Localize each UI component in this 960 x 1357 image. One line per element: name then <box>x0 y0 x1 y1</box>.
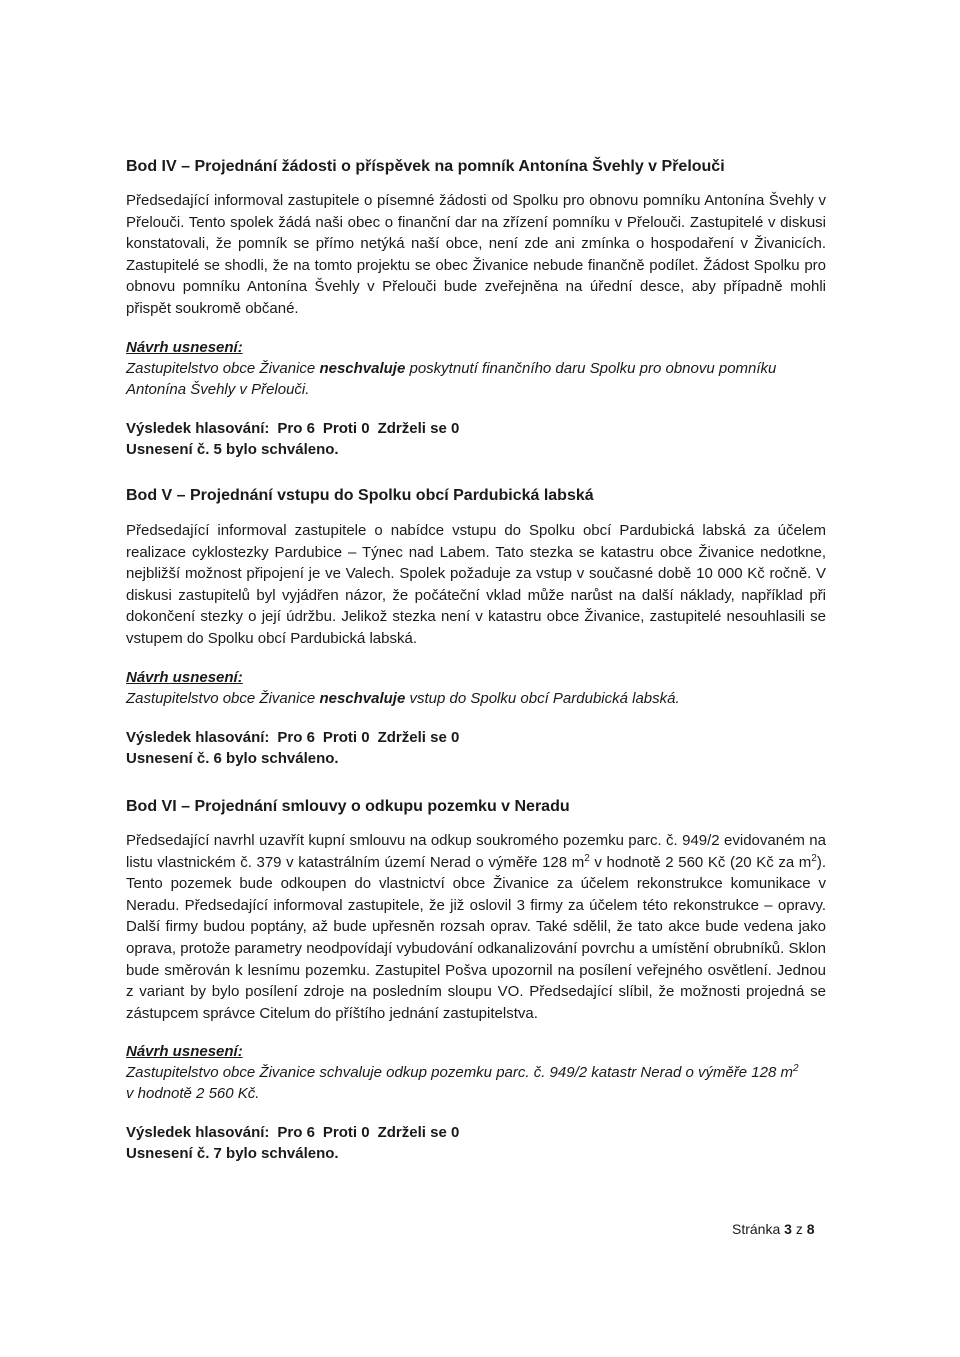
vote-against: Proti 0 <box>322 419 370 437</box>
page-number-separator: z <box>795 1221 803 1237</box>
section-bod-vi <box>126 797 826 1164</box>
vote-for: Pro 6 <box>277 728 315 746</box>
resolution-status: Usnesení č. 6 bylo schváleno. <box>126 749 339 767</box>
section-body: Předsedající informoval zastupitele o nabídce vstupu do Spolku obcí Pardubická labská za účelem realizace cyklostezky Pardubice – Týnec nad Labem. Tato stezka se katastru obce Živanice nedotkne, nejbližší možnost připojení je ve Valech. Spolek požaduje za vstup v současné době 10 000 Kč ročně. V diskusi zastupitelů byl vyjádřen názor, že počáteční vklad může narůst na další náklady, například při dokončení stezky o její údržbu. Jelikož stezka není v katastru obce Živanice, zastupitelé nesouhlasili se vstupem do Spolku obcí Pardubická labská. <box>126 522 826 647</box>
page-number-total: 8 <box>806 1221 815 1237</box>
superscript: 2 <box>793 1063 799 1075</box>
vote-result <box>126 727 826 748</box>
proposal-text-a: Zastupitelstvo obce Živanice schvaluje odkup pozemku parc. č. 949/2 katastr Nerad o výměře 128 m <box>126 1064 793 1082</box>
vote-result-label: Výsledek hlasování: <box>126 728 270 746</box>
resolution-status: Usnesení č. 7 bylo schváleno. <box>126 1145 339 1163</box>
proposal-text-b: v hodnotě 2 560 Kč. <box>126 1085 260 1103</box>
proposal-label: Návrh usnesení: <box>126 1043 243 1061</box>
section-bod-v <box>126 486 826 769</box>
body-part-b: v hodnotě 2 560 Kč (20 Kč za m <box>589 853 812 871</box>
body-part-a: Předsedající navrhl uzavřít kupní smlouvu na odkup soukromého pozemku parc. č. 949/2 evidovaném na listu vlastnickém č. 379 v katastrálním území Nerad o výměře 128 m <box>126 832 826 871</box>
section-heading: Bod V – Projednání vstupu do Spolku obcí Pardubická labská <box>126 487 594 504</box>
section-heading: Bod IV – Projednání žádosti o příspěvek na pomník Antonína Švehly v Přelouči <box>126 158 725 175</box>
superscript: 2 <box>811 852 817 864</box>
vote-result-label: Výsledek hlasování: <box>126 419 270 437</box>
vote-for: Pro 6 <box>277 1124 315 1142</box>
resolution-status: Usnesení č. 5 bylo schváleno. <box>126 440 339 458</box>
proposal-text-post: vstup do Spolku obcí Pardubická labská. <box>405 689 680 707</box>
vote-result <box>126 1122 826 1143</box>
page-number-label: Stránka <box>732 1221 781 1237</box>
vote-against: Proti 0 <box>322 1124 370 1142</box>
proposal-text <box>126 688 826 709</box>
section-body: Předsedající informoval zastupitele o písemné žádosti od Spolku pro obnovu pomníku Antonína Švehly v Přelouči. Tento spolek žádá naši obec o finanční dar na zřízení pomníku v Přelouči. Zastupitelé v diskusi konstatovali, že pomník se přímo netýká naší obce, není zde ani zmínka o hospodaření v Živanicích. Zastupitelé se shodli, že na tomto projektu se obec Živanice nebude finančně podílet. Žádost Spolku pro obnovu pomníku Antonína Švehly v Přelouči bude zveřejněna na úřední desce, aby případně mohli přispět soukromě občané. <box>126 192 826 317</box>
vote-abstain: Zdrželi se 0 <box>377 419 460 437</box>
superscript: 2 <box>584 852 590 864</box>
section-bod-iv <box>126 157 826 460</box>
section-body <box>126 830 826 1024</box>
proposal-text-post: poskytnutí finančního daru Spolku pro obnovu pomníku Antonína Švehly v Přelouči. <box>126 359 777 398</box>
proposal-text-pre: Zastupitelstvo obce Živanice <box>126 359 320 377</box>
section-heading: Bod VI – Projednání smlouvy o odkupu pozemku v Neradu <box>126 798 570 815</box>
proposal-text <box>126 1062 826 1104</box>
proposal-text-pre: Zastupitelstvo obce Živanice <box>126 689 320 707</box>
vote-for: Pro 6 <box>277 419 315 437</box>
page-number-current: 3 <box>784 1221 792 1237</box>
vote-abstain: Zdrželi se 0 <box>377 728 460 746</box>
proposal-label: Návrh usnesení: <box>126 668 243 686</box>
proposal-verb: neschvaluje <box>319 689 406 707</box>
proposal-verb: neschvaluje <box>319 359 406 377</box>
vote-result <box>126 418 826 439</box>
vote-against: Proti 0 <box>322 728 370 746</box>
proposal-text <box>126 358 826 400</box>
proposal-label: Návrh usnesení: <box>126 338 243 356</box>
page-number <box>732 1220 815 1238</box>
vote-abstain: Zdrželi se 0 <box>377 1124 460 1142</box>
vote-result-label: Výsledek hlasování: <box>126 1124 270 1142</box>
body-part-c: ). Tento pozemek bude odkoupen do vlastnictví obce Živanice za účelem rekonstrukce komunikace v Neradu. Předsedající informoval zastupitele, že již oslovil 3 firmy za účelem této rekonstrukce – opravy. Další firmy budou poptány, až bude upřesněn rozsah oprav. Také sdělil, že tato akce bude vedena jako oprava, protože parametry neodpovídají vybudování odkanalizování povrchu a umístění obrubníků. Sklon bude směrován k lesnímu pozemku. Zastupitel Pošva upozornil na posílení veřejného osvětlení. Jednou z variant by bylo posílení zdroje na posledním sloupu VO. Předsedající slíbil, že možnosti projedná se zástupcem správce Citelum do příštího jednání zastupitelstva. <box>126 853 826 1022</box>
